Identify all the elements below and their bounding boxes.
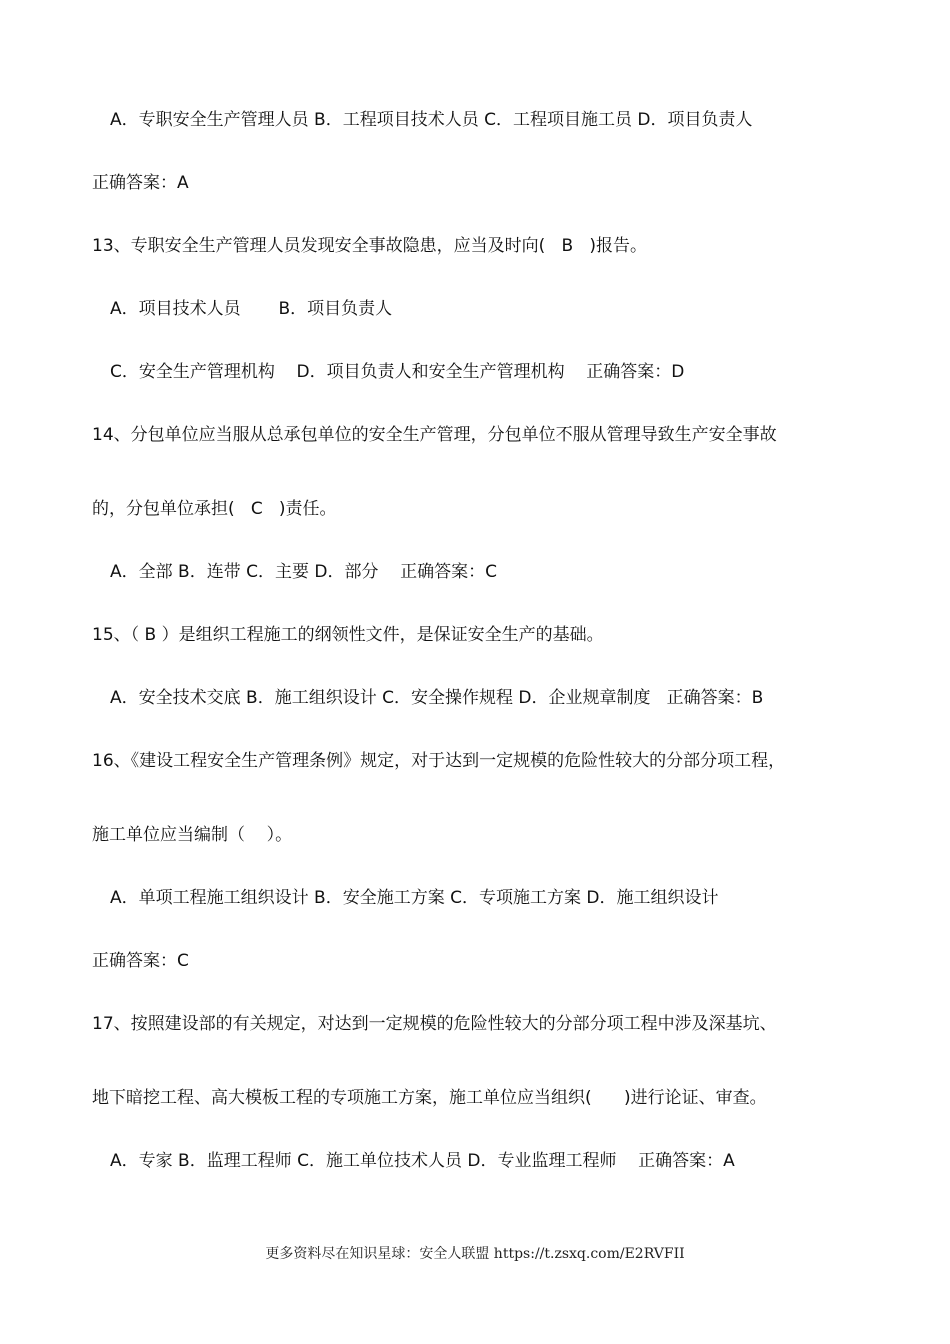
q17-options-answer: A．专家 B．监理工程师 C．施工单位技术人员 D．专业监理工程师 正确答案：A xyxy=(110,1151,735,1171)
q12-options: A．专职安全生产管理人员 B．工程项目技术人员 C．工程项目施工员 D．项目负责人 xyxy=(110,110,753,130)
q14-options-answer: A．全部 B．连带 C．主要 D．部分 正确答案：C xyxy=(110,562,497,582)
q13-options-cd-answer: C．安全生产管理机构 D．项目负责人和安全生产管理机构 正确答案：D xyxy=(110,362,685,382)
q16-question-line1: 16、《建设工程安全生产管理条例》规定，对于达到一定规模的危险性较大的分部分项工程， xyxy=(92,751,786,771)
q17-question-line2: 地下暗挖工程、高大模板工程的专项施工方案，施工单位应当组织( )进行论证、审查。 xyxy=(92,1088,767,1108)
q15-options-answer: A．安全技术交底 B．施工组织设计 C．安全操作规程 D．企业规章制度 正确答案：B xyxy=(110,688,764,708)
q13-options-ab: A．项目技术人员 B．项目负责人 xyxy=(110,299,393,319)
q17-question-line1: 17、按照建设部的有关规定，对达到一定规模的危险性较大的分部分项工程中涉及深基坑、 xyxy=(92,1014,777,1034)
q12-answer: 正确答案：A xyxy=(92,173,189,193)
q16-question-line2: 施工单位应当编制（ ）。 xyxy=(92,825,293,845)
q14-question-line1: 14、分包单位应当服从总承包单位的安全生产管理，分包单位不服从管理导致生产安全事故 xyxy=(92,425,777,445)
q13-question: 13、专职安全生产管理人员发现安全事故隐患，应当及时向( B )报告。 xyxy=(92,236,647,256)
page-footer: 更多资料尽在知识星球：安全人联盟 https://t.zsxq.com/E2RVFII xyxy=(265,1246,685,1262)
q14-question-line2: 的，分包单位承担( C )责任。 xyxy=(92,499,337,519)
q15-question: 15、（ B ）是组织工程施工的纲领性文件，是保证安全生产的基础。 xyxy=(92,625,604,645)
q16-answer: 正确答案：C xyxy=(92,951,189,971)
q16-options: A．单项工程施工组织设计 B．安全施工方案 C．专项施工方案 D．施工组织设计 xyxy=(110,888,719,908)
